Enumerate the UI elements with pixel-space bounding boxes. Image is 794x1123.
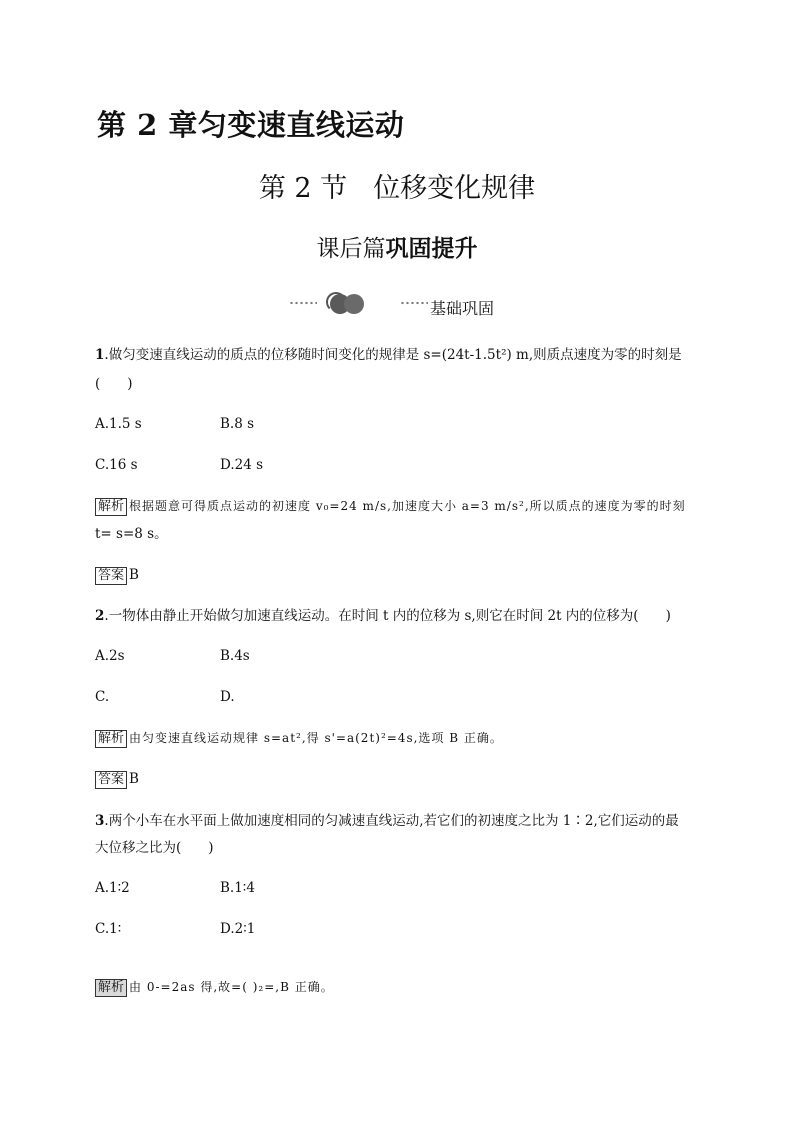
question-3-analysis: 解析 由 0-=2as 得,故=( )₂=,B 正确。	[95, 978, 334, 997]
question-3-option-c: C.1∶	[95, 921, 122, 937]
section-divider	[0, 292, 794, 316]
question-2-stem: 2.一物体由静止开始做匀加速直线运动。在时间 t 内的位移为 s,则它在时间 2t 内的位移为( )	[95, 608, 671, 624]
question-1-option-a: A.1.5 s	[95, 416, 142, 432]
question-3-option-a: A.1∶2	[95, 880, 130, 896]
question-2-option-d: D.	[220, 689, 235, 705]
section-name: 位移变化规律	[373, 173, 536, 204]
circles-decoration-icon	[326, 292, 368, 316]
answer-tag: 答案	[95, 567, 127, 585]
question-3-option-b: B.1∶4	[220, 880, 255, 896]
sub-title	[0, 230, 794, 263]
question-3-stem: 3.两个小车在水平面上做加速度相同的匀减速直线运动,若它们的初速度之比为 1∶2,它们运动的最	[95, 813, 679, 829]
question-2-option-a: A.2s	[95, 648, 125, 664]
chapter-title: 第 2 章匀变速直线运动	[97, 108, 405, 142]
question-1-answer: 答案 B	[95, 566, 139, 585]
question-1-option-c: C.16 s	[95, 457, 138, 473]
dotted-line-right	[400, 301, 428, 305]
question-1-analysis: 解析 根据题意可得质点运动的初速度 v₀=24 m/s,加速度大小 a=3 m/s²,所以质点的速度为零的时刻	[95, 497, 686, 516]
dotted-line-left	[289, 301, 317, 305]
question-1-option-d: D.24 s	[220, 457, 264, 473]
question-1-bracket: ( )	[95, 376, 133, 392]
question-1-option-b: B.8 s	[220, 416, 255, 432]
answer-tag: 答案	[95, 771, 127, 789]
question-2-option-b: B.4s	[220, 648, 250, 664]
question-2-option-c: C.	[95, 689, 110, 705]
question-3-stem-line2: 大位移之比为( )	[95, 840, 214, 856]
section-number: 第 2 节	[258, 173, 348, 204]
question-1-analysis-line2: t= s=8 s。	[95, 526, 168, 542]
analysis-tag: 解析	[95, 498, 127, 516]
sub-title-bold: 巩固提升	[385, 235, 478, 262]
section-title	[0, 166, 794, 205]
divider-label: 基础巩固	[430, 299, 495, 318]
question-2-answer: 答案 B	[95, 770, 139, 789]
question-3-option-d: D.2∶1	[220, 921, 256, 937]
analysis-tag: 解析	[95, 979, 127, 997]
sub-title-prefix: 课后篇	[316, 236, 386, 262]
question-1-stem: 1.做匀变速直线运动的质点的位移随时间变化的规律是 s=(24t-1.5t²) m,则质点速度为零的时刻是	[95, 347, 682, 363]
question-2-analysis: 解析 由匀变速直线运动规律 s=at²,得 s'=a(2t)²=4s,选项 B 正确。	[95, 729, 503, 748]
analysis-tag: 解析	[95, 730, 127, 748]
